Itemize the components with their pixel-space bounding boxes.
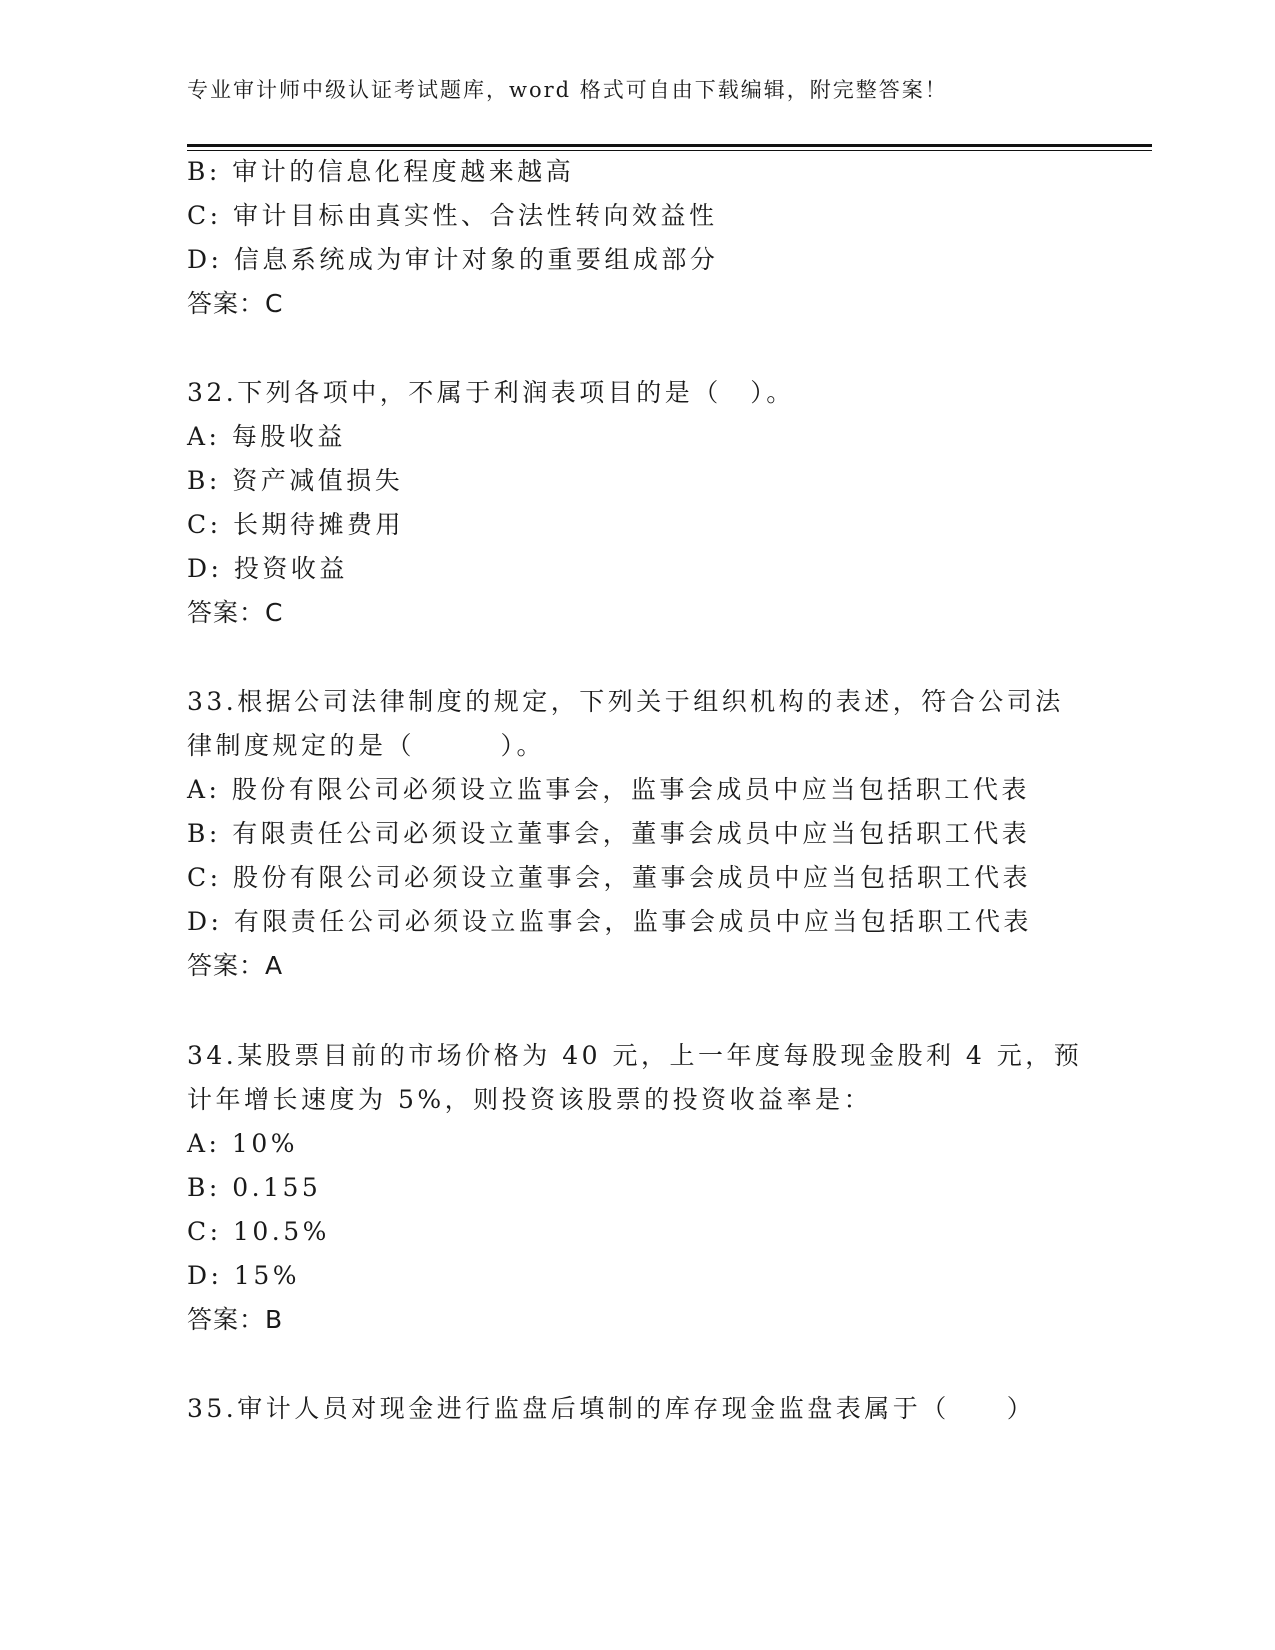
q31-answer: 答案：C xyxy=(187,289,284,318)
q34-answer: 答案：B xyxy=(187,1305,284,1334)
q31-option-c: C: 审计目标由真实性、合法性转向效益性 xyxy=(187,201,718,230)
page-header: 专业审计师中级认证考试题库，word 格式可自由下载编辑，附完整答案！ xyxy=(187,78,948,102)
q35-stem: 35.审计人员对现金进行监盘后填制的库存现金监盘表属于（ ） xyxy=(187,1394,1036,1423)
q34-stem-line-2: 计年增长速度为 5%，则投资该股票的投资收益率是： xyxy=(187,1085,873,1114)
q34-stem-line-1: 34.某股票目前的市场价格为 40 元，上一年度每股现金股利 4 元，预 xyxy=(187,1041,1083,1070)
q33-option-c: C: 股份有限公司必须设立董事会，董事会成员中应当包括职工代表 xyxy=(187,863,1032,892)
q33-option-a: A: 股份有限公司必须设立监事会，监事会成员中应当包括职工代表 xyxy=(187,775,1030,804)
q34-option-a: A: 10% xyxy=(187,1129,298,1158)
q31-option-d: D: 信息系统成为审计对象的重要组成部分 xyxy=(187,245,719,274)
q32-answer: 答案：C xyxy=(187,598,284,627)
q33-option-d: D: 有限责任公司必须设立监事会，监事会成员中应当包括职工代表 xyxy=(187,907,1032,936)
q31-option-b: B: 审计的信息化程度越来越高 xyxy=(187,157,575,186)
q32-option-c: C: 长期待摊费用 xyxy=(187,510,404,539)
q33-stem-line-1: 33.根据公司法律制度的规定，下列关于组织机构的表述，符合公司法 xyxy=(187,687,1064,716)
q33-answer: 答案：A xyxy=(187,951,284,980)
header-rule-thin xyxy=(187,150,1152,151)
header-rule-thick xyxy=(187,144,1152,147)
q32-option-d: D: 投资收益 xyxy=(187,554,348,583)
q32-option-b: B: 资产减值损失 xyxy=(187,466,404,495)
q34-option-d: D: 15% xyxy=(187,1261,300,1290)
q33-stem-line-2: 律制度规定的是（ ）。 xyxy=(187,731,546,760)
q32-stem: 32.下列各项中，不属于利润表项目的是（ ）。 xyxy=(187,378,795,407)
q33-option-b: B: 有限责任公司必须设立董事会，董事会成员中应当包括职工代表 xyxy=(187,819,1031,848)
q32-option-a: A: 每股收益 xyxy=(187,422,346,451)
q34-option-b: B: 0.155 xyxy=(187,1173,322,1202)
q34-option-c: C: 10.5% xyxy=(187,1217,330,1246)
